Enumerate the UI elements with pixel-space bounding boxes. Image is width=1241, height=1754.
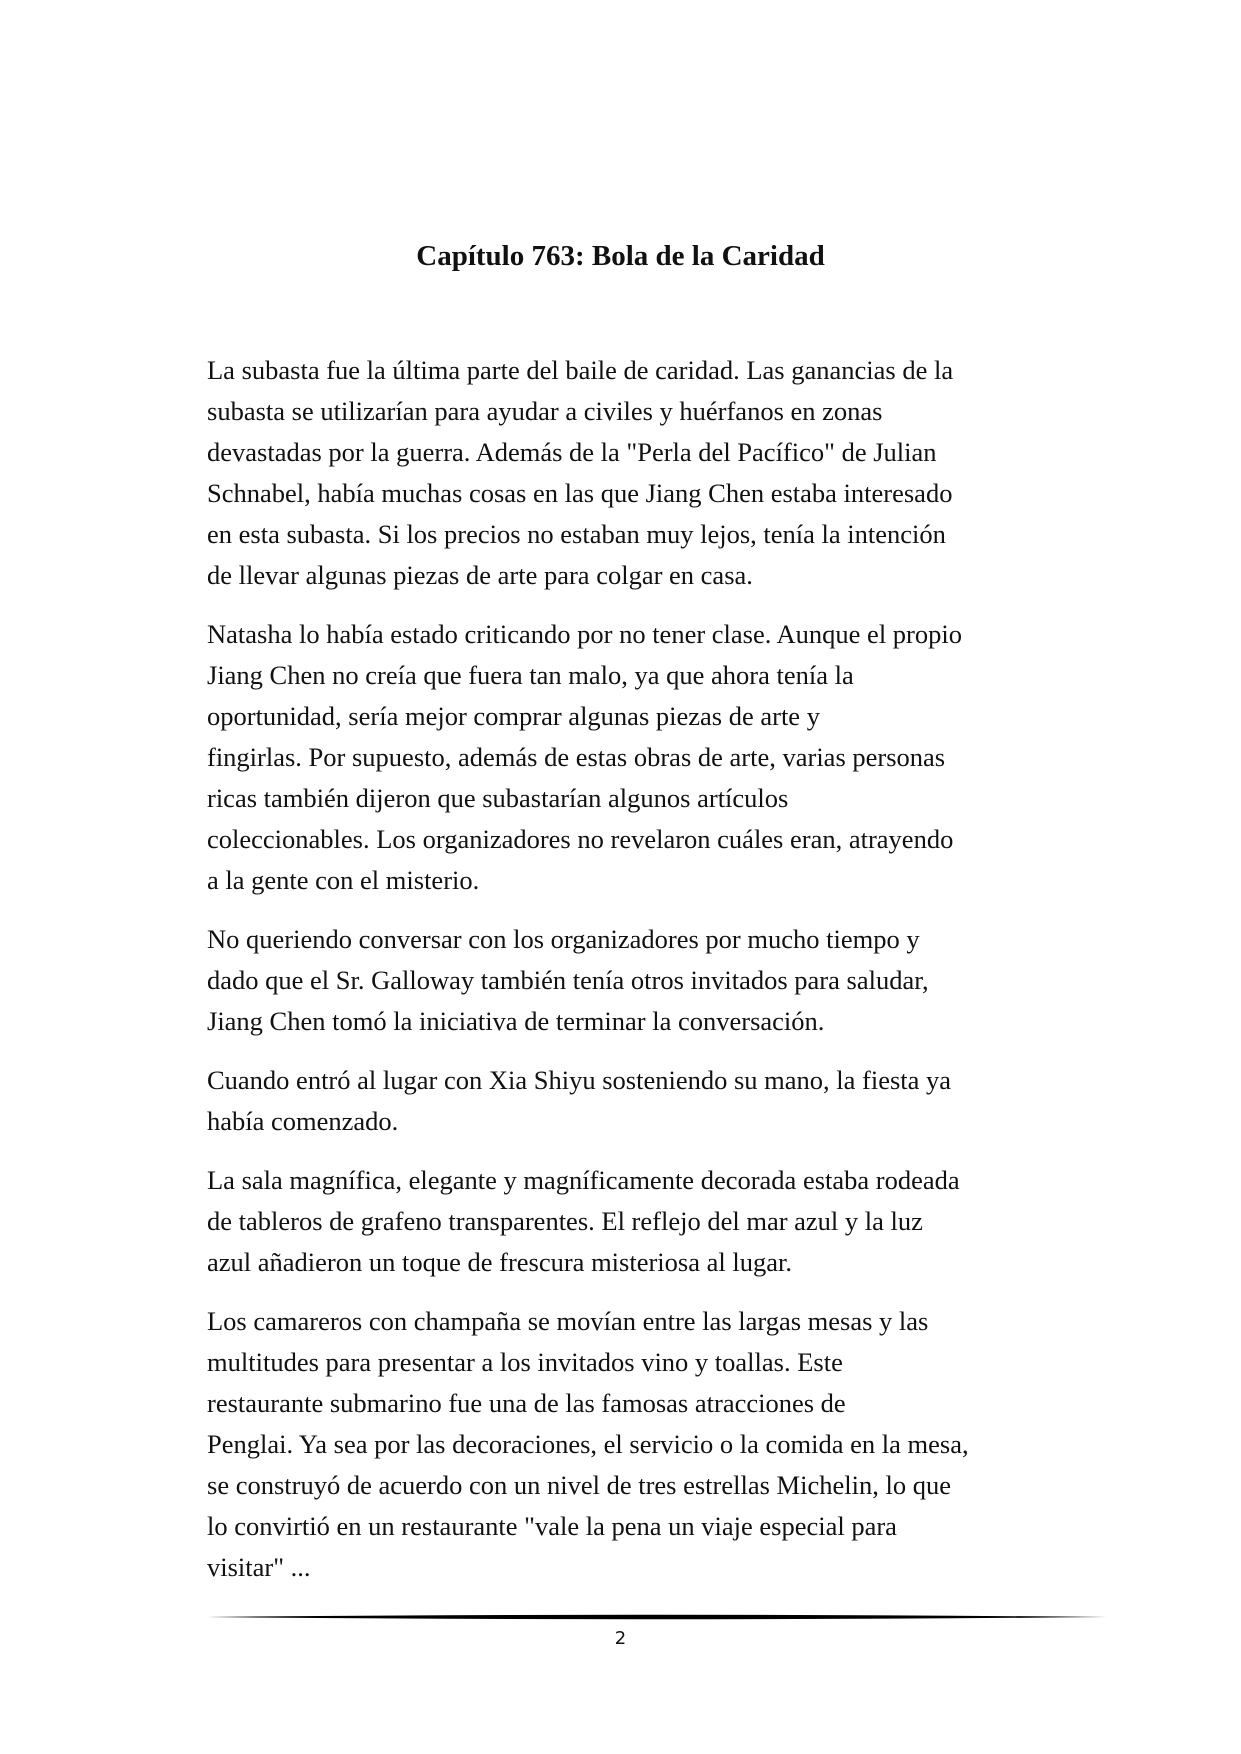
text-line: de tableros de grafeno transparentes. El reflejo del mar azul y la luz [207, 1206, 923, 1236]
text-line: de llevar algunas piezas de arte para colgar en casa. [207, 560, 753, 590]
text-line: oportunidad, sería mejor comprar algunas piezas de arte y [207, 701, 820, 731]
chapter-title: Capítulo 763: Bola de la Caridad [416, 240, 825, 272]
text-line: coleccionables. Los organizadores no revelaron cuáles eran, atrayendo [207, 824, 954, 854]
paragraph [207, 1160, 1077, 1283]
text-line: visitar" ... [207, 1552, 311, 1582]
text-line: se construyó de acuerdo con un nivel de tres estrellas Michelin, lo que [207, 1470, 951, 1500]
text-line: devastadas por la guerra. Además de la "Perla del Pacífico" de Julian [207, 437, 937, 467]
text-line: multitudes para presentar a los invitados vino y toallas. Este [207, 1347, 843, 1377]
text-line: Cuando entró al lugar con Xia Shiyu sosteniendo su mano, la fiesta ya [207, 1065, 952, 1095]
text-line: ricas también dijeron que subastarían algunos artículos [207, 783, 789, 813]
text-line: No queriendo conversar con los organizadores por mucho tiempo y [207, 924, 920, 954]
page-number: 2 [614, 1628, 627, 1649]
text-line: azul añadieron un toque de frescura misteriosa al lugar. [207, 1247, 792, 1277]
text-line: fingirlas. Por supuesto, además de estas obras de arte, varias personas [207, 742, 946, 772]
text-line: restaurante submarino fue una de las famosas atracciones de [207, 1388, 846, 1418]
text-line: Schnabel, había muchas cosas en las que Jiang Chen estaba interesado [207, 478, 953, 508]
text-line: Jiang Chen no creía que fuera tan malo, ya que ahora tenía la [207, 660, 854, 690]
text-line: lo convirtió en un restaurante "vale la pena un viaje especial para [207, 1511, 897, 1541]
text-line: Los camareros con champaña se movían entre las largas mesas y las [207, 1306, 929, 1336]
text-line: a la gente con el misterio. [207, 865, 480, 895]
text-line: Natasha lo había estado criticando por no tener clase. Aunque el propio [207, 619, 962, 649]
paragraph [207, 614, 1077, 901]
text-line: Penglai. Ya sea por las decoraciones, el servicio o la comida en la mesa, [207, 1429, 969, 1459]
footer-rule [207, 1612, 1107, 1622]
paragraph [207, 919, 1077, 1042]
text-line: subasta se utilizarían para ayudar a civiles y huérfanos en zonas [207, 396, 883, 426]
text-line: en esta subasta. Si los precios no estaban muy lejos, tenía la intención [207, 519, 946, 549]
text-line: Jiang Chen tomó la iniciativa de terminar la conversación. [207, 1006, 825, 1036]
text-line: dado que el Sr. Galloway también tenía otros invitados para saludar, [207, 965, 929, 995]
chapter-body [207, 350, 1077, 1606]
paragraph [207, 350, 1077, 596]
paragraph [207, 1301, 1077, 1588]
text-line: La subasta fue la última parte del baile de caridad. Las ganancias de la [207, 355, 954, 385]
paragraph [207, 1060, 1077, 1142]
text-line: había comenzado. [207, 1106, 399, 1136]
text-line: La sala magnífica, elegante y magníficamente decorada estaba rodeada [207, 1165, 960, 1195]
